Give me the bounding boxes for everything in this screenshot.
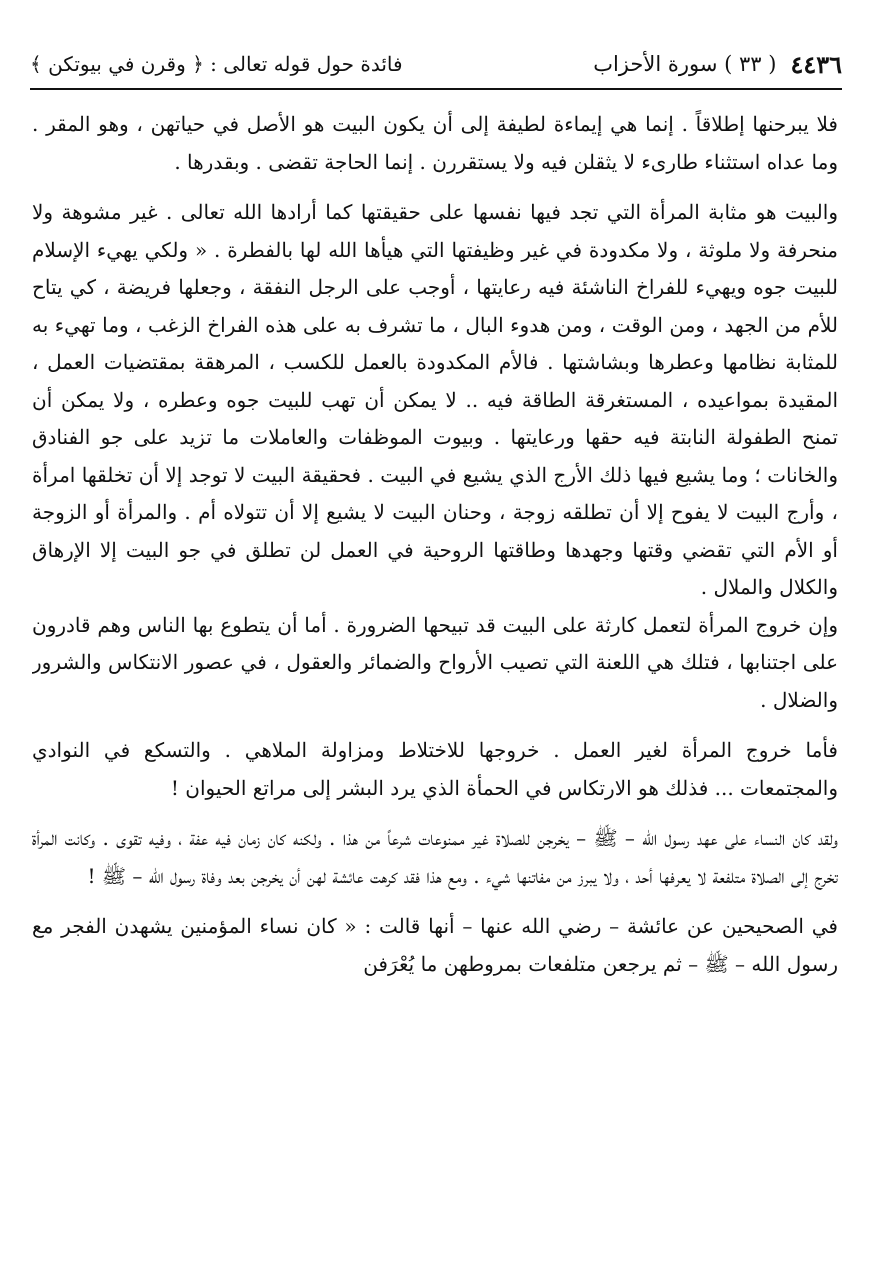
chapter-title: فائدة حول قوله تعالى : ﴿ وقرن في بيوتكن ﴾ [30, 52, 403, 76]
header-divider [30, 88, 842, 90]
header-right-group [593, 50, 842, 79]
paragraph-6: في الصحيحين عن عائشة – رضي الله عنها – أنها قالت : « كان نساء المؤمنين يشهدن الفجر مع رسول الله – ﷺ – ثم يرجعن متلفعات بمروطهن ما يُعْرَفن [32, 914, 838, 976]
paragraph-5: ولقد كان النساء على عهد رسول الله – ﷺ – يخرجن للصلاة غير ممنوعات شرعاً من هذا . ولكنه كان زمان فيه عفة ، وفيه تقوى . وكانت المرأة تخرج إلى الصلاة متلفعة لا يعرفها أحد ، ولا يبرز من مفاتنها شيء . ومع هذا فقد كرهت عائشة لهن أن يخرجن بعد وفاة رسول الله – ﷺ ! [32, 826, 838, 888]
paragraph-4: فأما خروج المرأة لغير العمل . خروجها للاختلاط ومزاولة الملاهي . والتسكع في النوادي والمجتمعات ... فذلك هو الارتكاس في الحمأة الذي يرد البشر إلى مراتع الحيوان ! [32, 738, 838, 800]
paragraph-1: فلا يبرحنها إطلاقاً . إنما هي إيماءة لطيفة إلى أن يكون البيت هو الأصل في حياتهن ، وهو المقر . وما عداه استثناء طارىء لا يثقلن فيه ولا يستقررن . إنما الحاجة تقضى . وبقدرها . [32, 112, 838, 174]
surah-title: ( ٣٣ ) سورة الأحزاب [593, 52, 777, 76]
paragraph-2: والبيت هو مثابة المرأة التي تجد فيها نفسها على حقيقتها كما أرادها الله تعالى . غير مشوهة ولا منحرفة ولا ملوثة ، ولا مكدودة في غير وظيفتها التي هيأها الله لها بالفطرة . « ولكي يهيء الإسلام للبيت جوه ويهيء للفراخ الناشئة فيه رعايتها ، أوجب على الرجل النفقة ، وجعلها فريضة ، كي يتاح للأم من الجهد ، ومن الوقت ، ومن هدوء البال ، ما تشرف به على هذه الفراخ الزغب ، وما تهيء به للمثابة نظامها وعطرها وبشاشتها . فالأم المكدودة بالعمل للكسب ، المرهقة بمقتضيات العمل ، المقيدة بمواعيده ، المستغرقة الطاقة فيه .. لا يمكن أن تهب للبيت جوه وعطره ، ولا يمكن أن تمنح الطفولة النابتة فيه حقها ورعايتها . وبيوت الموظفات والعاملات ما تزيد على جو الفنادق والخانات ؛ وما يشيع فيها ذلك الأرج الذي يشيع في البيت . فحقيقة البيت لا توجد إلا أن تخلقها امرأة ، وأرج البيت لا يفوح إلا أن تطلقه زوجة ، وحنان البيت لا يشيع إلا أن تتولاه أم . والمرأة أو الزوجة أو الأم التي تقضي وقتها وجهدها وطاقتها الروحية في العمل لن تطلق في جو البيت إلا الإرهاق والكلال والملال . [32, 200, 838, 599]
page-number: ٤٤٣٦ [790, 49, 842, 79]
body-text [32, 106, 838, 1255]
paragraph-3: وإن خروج المرأة لتعمل كارثة على البيت قد تبيحها الضرورة . أما أن يتطوع بها الناس وهم قادرون على اجتنابها ، فتلك هي اللعنة التي تصيب الأرواح والضمائر والعقول ، في عصور الانتكاس والشرور والضلال . [32, 612, 838, 712]
running-header [30, 44, 842, 84]
